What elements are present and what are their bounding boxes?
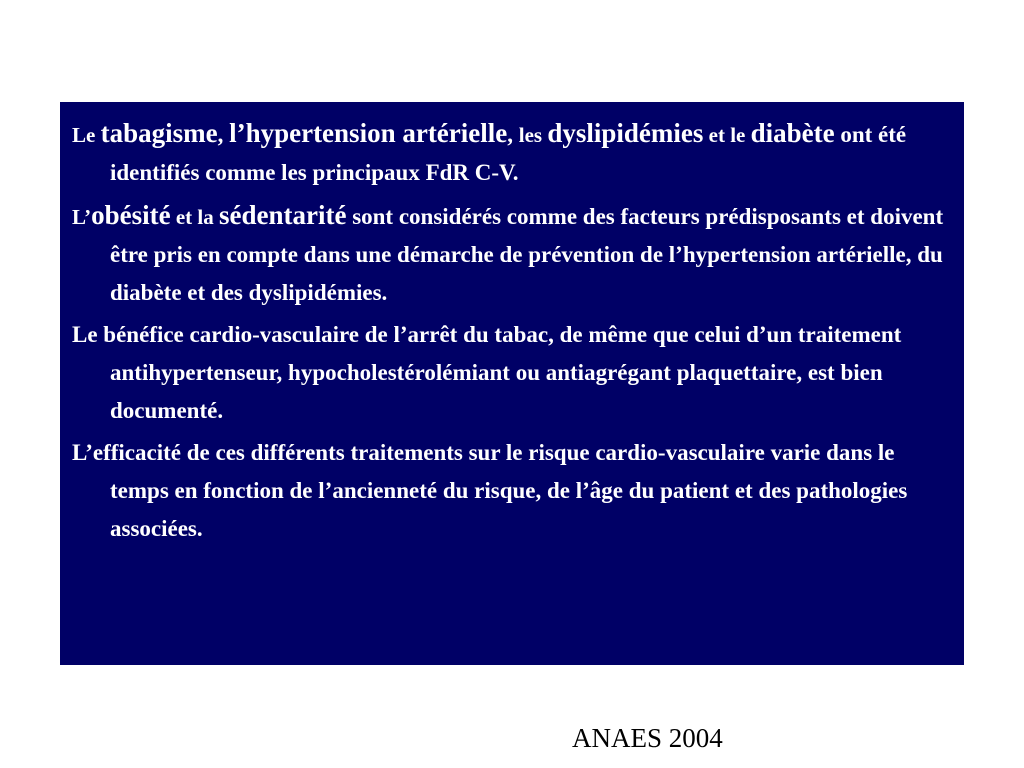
content-box xyxy=(60,102,964,665)
text-comma-1: , xyxy=(217,122,230,147)
text-l-apostrophe: L’ xyxy=(72,205,92,229)
text-dyslipidemies: dyslipidémies xyxy=(547,118,704,148)
text-et-le: et le xyxy=(703,123,751,147)
text-comma-2: , xyxy=(507,122,519,147)
text-hypertension: l’hypertension artérielle xyxy=(229,118,508,148)
text-sedentarite: sédentarité xyxy=(218,200,347,230)
paragraph-benefit: Le bénéfice cardio-vasculaire de l’arrêt du tabac, de même que celui d’un traitement antihypertenseur, hypocholestérolémiant ou antiagrégant plaquettaire, est bien documenté. xyxy=(72,322,902,423)
text-obesite: obésité xyxy=(91,200,171,230)
text-les: les xyxy=(518,123,548,147)
text-tabagisme: tabagisme xyxy=(100,118,218,148)
text-consideres: sont considérés comme des facteurs prédisposants et doivent être pris en compte dans une démarche de prévention de l’hypertension artérielle, du diabète et des dyslipidémies. xyxy=(110,204,944,305)
text-diabete: diabète xyxy=(750,118,835,148)
paragraph-efficacy: L’efficacité de ces différents traitements sur le risque cardio-vasculaire varie dans le temps en fonction de l’ancienneté du risque, de l’âge du patient et des pathologies associées. xyxy=(72,440,908,541)
paragraph-predisposing-factors xyxy=(72,196,944,312)
paragraph-risk-factors xyxy=(72,114,944,192)
source-citation: ANAES 2004 xyxy=(572,723,723,753)
text-et-la: et la xyxy=(170,205,219,229)
text-identifies: ont été identifiés comme les principaux FdR C-V. xyxy=(110,122,907,185)
text-le: Le xyxy=(72,123,101,147)
